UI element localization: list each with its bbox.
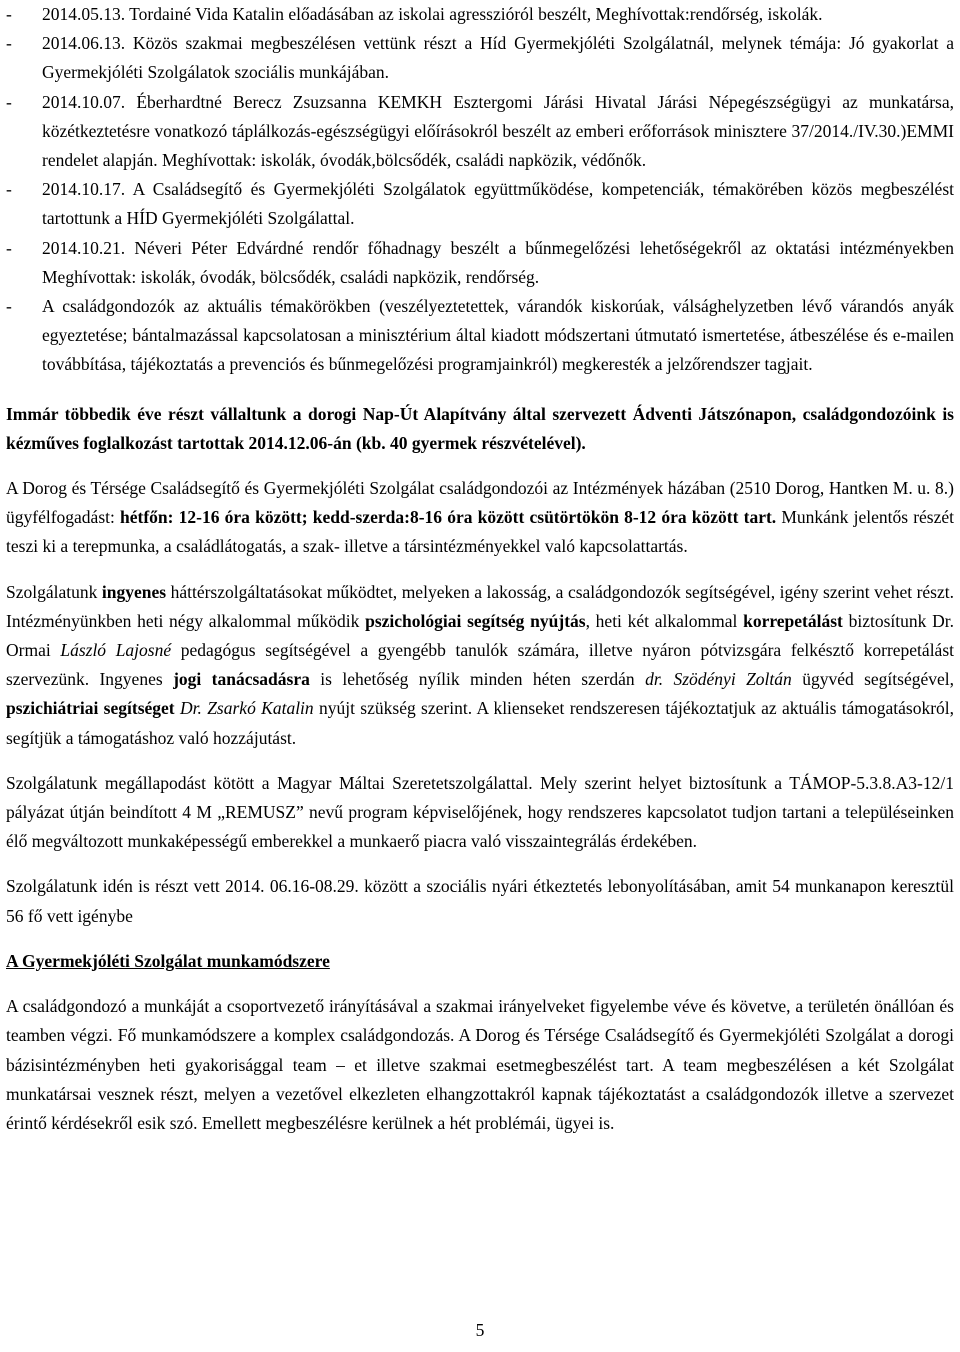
paragraph-adventi: Immár többedik éve részt vállaltunk a dorogi Nap-Út Alapítvány által szervezett Ádventi Játszónapon, családgondozóink is kézműves foglalkozást tartottak 2014.12.06-án (kb. 40 gyermek részvételével).: [6, 403, 954, 453]
text-italic: Dr. Zsarkó Katalin: [179, 698, 314, 719]
text-span: Szolgálatunk: [6, 581, 102, 602]
paragraph-munkamodszer: A családgondozó a munkáját a csoportvezető irányításával a szakmai irányelveket figyelembe véve és követve, a területén önállóan és teamben végzi. Fő munkamódszere a komplex családgondozás. A Dorog és Térsége Családsegítő és Gyermekjóléti Szolgálat a dorogi bázisintézményben heti gyakorisággal team – et illetve szakmai esetmegbeszélést tart. A team megbeszélésen a két Szolgálat munkatársai vesznek részt, melyen a vezetővel elkezleten elhangzottakról kapnak tájékoztatást a családgondozók illetve a szervezet érintő kérdésekről esik szó. Emellett megbeszélésre kerülnek a hét problémái, ügyei is.: [6, 996, 954, 1133]
text-span: nyújt szükség szerint. A klienseket rendszeresen tájékoztatjuk az aktuális támogatásokról, segítjük a támogatáshoz való hozzájutást.: [6, 698, 955, 748]
list-dash: -: [6, 296, 12, 317]
list-dash: -: [6, 91, 12, 112]
list-item: [6, 88, 954, 176]
text-span: pedagógus segítségével a gyengébb tanulók számára, illetve nyáron pótvizsgára felkésztő korrepetálást szervezünk. Ingyenes: [6, 640, 954, 690]
item-text: Közös szakmai megbeszélésen vettünk részt a Híd Gyermekjóléti Szolgálatnál, melynek témája: Jó gyakorlat a Gyermekjóléti Szolgálatok szociális munkájában.: [42, 33, 954, 83]
paragraph-nyari-etkeztetes: Szolgálatunk idén is részt vett 2014. 06.16-08.29. között a szociális nyári étkeztetés lebonyolításában, amit 54 munkanapon keresztül 56 fő vett igénybe: [6, 876, 954, 926]
item-date: 2014.10.21.: [42, 237, 126, 258]
paragraph-services: [6, 578, 954, 753]
item-text: Éberhardtné Berecz Zsuzsanna KEMKH Esztergomi Járási Hivatal Járási Népegészségügyi az munkatársa, közétkeztetésre vonatkozó táplálkozás-egészségügyi előírásokról beszélt az emberi erőforrások minisztere 37/2014./IV.30.)EMMI rendelet alapján. Meghívottak: iskolák, óvodák,bölcsődék, családi napközik, védőnők.: [42, 91, 954, 171]
item-date: 2014.10.17.: [42, 179, 126, 200]
item-date: 2014.05.13.: [42, 4, 126, 24]
item-text: A családgondozók az aktuális témakörökben (veszélyeztetettek, várandók kiskorúak, válsághelyzetben lévő várandós anyák egyeztetése; bántalmazással kapcsolatosan a minisztérium által kiadott módszertani útmutató ismertetése, átbeszélése és e-mailen továbbítása, tájékoztatás a prevenciós és bűnmegelőzési programjainkról) megkeresték a jelzőrendszer tagjait.: [42, 296, 954, 375]
item-date: 2014.06.13.: [42, 33, 126, 54]
item-text: Tordainé Vida Katalin előadásában az iskolai agresszióról beszélt, Meghívottak:rendőrség, iskolák.: [125, 4, 823, 24]
text-span: is lehetőség nyílik minden héten szerdán: [309, 669, 646, 690]
list-dash: -: [6, 33, 12, 54]
text-span: Munkánk jelentős részét teszi ki a terepmunka, a családlátogatás, a szak- illetve a társintézményekkel való kapcsolattartás.: [6, 507, 954, 557]
text-span: A Dorog és Térsége Családsegítő és Gyermekjóléti Szolgálat családgondozói az Intézmények házában (2510 Dorog, Hantken M. u. 8.) ügyfélfogadást:: [6, 478, 954, 528]
text-span: ügyvéd segítségével,: [791, 669, 955, 690]
list-dash: -: [6, 237, 12, 258]
item-text: A Családsegítő és Gyermekjóléti Szolgálatok együttműködése, kompetenciák, témakörében közös megbeszélést tartottunk a HÍD Gyermekjóléti Szolgálattal.: [42, 179, 954, 229]
section-heading: A Gyermekjóléti Szolgálat munkamódszere: [6, 950, 330, 971]
paragraph-ugyfelfogadas: [6, 474, 954, 562]
document-page: [6, 0, 954, 1138]
text-bold: pszichológiai segítség nyújtás: [365, 610, 586, 631]
text-span: biztosítunk Dr. Ormai: [6, 610, 954, 661]
list-item: [6, 0, 954, 29]
office-hours: hétfőn: 12-16 óra között; kedd-szerda:8-16 óra között csütörtökön 8-12 óra között tart.: [120, 507, 777, 528]
text-bold: jogi tanácsadásra: [173, 669, 310, 690]
item-text: Néveri Péter Edvárdné rendőr főhadnagy beszélt a bűnmegelőzési lehetőségekről az oktatási intézményekben Meghívottak: iskolák, óvodák, bölcsődék, családi napközik, rendőrség.: [42, 237, 954, 287]
page-number: 5: [475, 1320, 485, 1340]
paragraph-maltai: Szolgálatunk megállapodást kötött a Magyar Máltai Szeretetszolgálattal. Mely szerint helyet biztosítunk a TÁMOP-5.3.8.A3-12/1 pályázat útján beindított 4 M „REMUSZ” nevű program képviselőjének, hogy rendszeres kapcsolatot tudjon tartani a településeinken élő megváltozott munkaképességű emberekkel a munkaerő piacra való visszaintegrálás érdekében.: [6, 772, 954, 852]
text-bold: pszichiátriai segítséget: [6, 698, 175, 719]
list-item: [6, 29, 954, 87]
text-bold: ingyenes: [101, 581, 167, 602]
list-dash: -: [6, 4, 12, 24]
event-list: [6, 0, 954, 380]
text-span: , heti két alkalommal: [585, 610, 744, 631]
list-item: [6, 234, 954, 292]
text-italic: dr. Szödényi Zoltán: [645, 669, 792, 690]
list-dash: -: [6, 179, 12, 200]
list-item: [6, 292, 954, 380]
text-span: háttérszolgáltatásokat működtet, melyeken a lakosság, a családgondozók segítségével, igény szerint vehet részt. Intézményünkben heti négy alkalommal működik: [6, 581, 954, 631]
list-item: [6, 175, 954, 233]
text-bold: korrepetálást: [743, 610, 843, 631]
item-date: 2014.10.07.: [42, 91, 126, 112]
text-italic: László Lajosné: [60, 640, 172, 661]
